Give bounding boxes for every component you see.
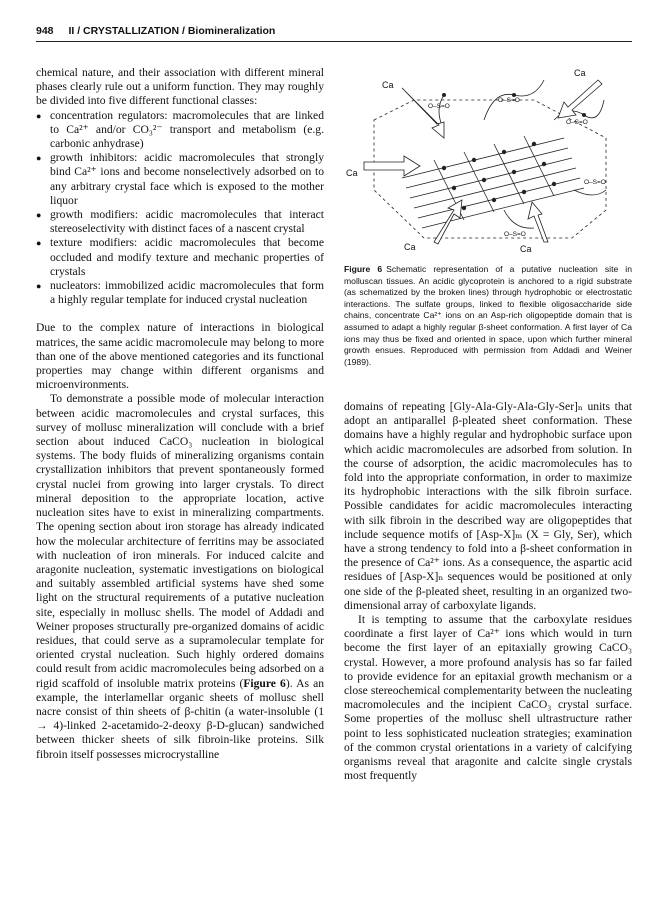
- body-paragraph: Due to the complex nature of interactions in biological matrices, the same acidic macromolecule may belong to more than one of the above mentioned categories and its functional properties may change within different organisms and microenvironments.: [36, 321, 324, 392]
- arrow-icon: [364, 156, 420, 176]
- running-header: [36, 25, 632, 42]
- arrow-icon: [528, 202, 548, 242]
- page-number: 948: [36, 25, 54, 37]
- paragraph-text: ). As an example, the interlamellar organic sheets of mollusc shell nacre consist of thin sheets of β-chitin (a water-insoluble (1 → 4)-linked 2-acetamido-2-deoxy β-D-glucan) sandwiched between thicker sheets of silk fibroin-like proteins. Silk fibroin itself possesses microcrystalline: [36, 676, 325, 761]
- ca-label: Ca: [404, 242, 416, 252]
- list-item: ● growth inhibitors: acidic macromolecules that strongly bind Ca²⁺ ions and become nonselectively adsorbed on to any arbitrary crystal face which is exposed to the mother liquor: [36, 151, 324, 208]
- sulfate-group: O–S=O: [428, 103, 450, 110]
- arrow-icon: [558, 80, 602, 118]
- body-paragraph: [36, 392, 324, 761]
- left-column: [36, 66, 324, 762]
- figure-reference-link[interactable]: Figure 6: [243, 676, 286, 690]
- beta-strand: [406, 148, 568, 188]
- sulfate-group: O–S=O: [566, 119, 588, 126]
- side-chain: [574, 190, 606, 195]
- list-item: ● concentration regulators: macromolecules that are linked to Ca²⁺ and/or CO₃²⁻ transport and metabolism (e.g. carbonic anhydrase): [36, 109, 324, 152]
- list-item: ● texture modifiers: acidic macromolecules that become occluded and modify texture and mechanic properties of crystals: [36, 236, 324, 279]
- paragraph-text: To demonstrate a possible mode of molecular interaction between acidic macromolecules and crystal surfaces, this survey of mollusc mineralization will conclude with a brief section about induced CaCO₃ nucleation in biological systems. The body fluids of mineralizing organisms contain crystallization inhibitors that prevent spontaneously formed crystal nuclei from growing into larger crystals. To direct mineral deposition to the appropriate location, active nucleation sites have to exist in mineralizing compartments. The opening section about iron storage has already indicated how the molecular architecture of ferritins may be associated with nucleation of iron minerals. For induced calcite and aragonite nucleation, systematic investigations on biological and suitably assembled artificial systems have shed some light on the structural requirements of a putative nucleation site, especially in mollusc shells. The model of Addadi and Weiner proposes structurally pre-organized domains of acidic residues, that could serve as a supramolecular template for oriented crystal nucleation. Such highly ordered domains could result from acidic macromolecules being adsorbed on a rigid scaffold of insoluble matrix proteins (: [36, 392, 324, 690]
- figure-caption: [344, 264, 632, 368]
- nucleation-site-schematic: [344, 60, 632, 258]
- beta-strand: [410, 158, 572, 198]
- caption-label: Figure 6: [344, 264, 383, 274]
- body-paragraph: domains of repeating [Gly-Ala-Gly-Ala-Gly-Ser]ₙ units that adopt an antiparallel β-pleated sheet conformation. These domains have a highly regular and hydrophobic surface upon which acidic macromolecules are adsorbed from solution. In the course of adsorption, the acidic macromolecules has to fold into the appropriate conformation, in order to maximize its hydrophobic interactions with the silk fibroin surface. Possible candidates for acidic macromolecules interacting with silk fibroin in the described way are oligopeptides that include sequence motifs of [Asp-X]ₘ (X = Gly, Ser), which have a strong tendency to fold into a β-sheet conformation in the presence of Ca²⁺ ions. As a consequence, the aspartic acid residues of [Asp-X]ₙ sequences would be positioned at only one side of the β-pleated sheet, resulting in an organized two-dimensional array of carboxylate ligands.: [344, 400, 632, 612]
- ca-label: Ca: [574, 68, 586, 78]
- list-item: ● nucleators: immobilized acidic macromolecules that form a highly regular template for induced crystal nucleation: [36, 279, 324, 307]
- running-title: II / CRYSTALLIZATION / Biomineralization: [68, 25, 276, 37]
- sulfate-group: O–S=O: [584, 179, 606, 186]
- list-item: ● growth modifiers: acidic macromolecules that interact stereoselectivity with distinct faces of a nascent crystal: [36, 208, 324, 236]
- sulfate-group: O–S=O: [504, 231, 526, 238]
- figure-6-diagram: [344, 60, 632, 258]
- caption-text: Schematic representation of a putative nucleation site in molluscan tissues. An acidic glycoprotein is anchored to a rigid substrate (as schematized by the broken lines) through hydrophobic or electrostatic interactions. The sulfate groups, linked to flexible oligosaccharide side chains, concentrate Ca²⁺ ions on an Asp-rich oligopeptide domain that is assumed to adapt a highly regular β-sheet conformation. A first layer of Ca ions may thus be fixed and oriented in space, upon which further mineral growth ensues. Reproduced with permission from Addadi and Weiner (1989).: [344, 264, 632, 367]
- ca-label: Ca: [346, 168, 358, 178]
- intro-paragraph: chemical nature, and their association with different mineral phases clearly rule out a uniform function. They may roughly be divided into five different functional classes:: [36, 66, 324, 108]
- functional-classes-list: [36, 109, 324, 308]
- arrow-icon: [434, 200, 462, 244]
- arrow-icon: [402, 88, 444, 138]
- ca-label: Ca: [382, 80, 394, 90]
- beta-strand: [414, 168, 576, 208]
- sulfate-group: O–S=O: [498, 97, 520, 104]
- ca-label: Ca: [520, 244, 532, 254]
- body-paragraph: It is tempting to assume that the carboxylate residues coordinate a first layer of Ca²⁺ ions which would in turn become the first layer of an epitaxially growing CaCO₃ crystal. However, a more profound analysis has so far failed to provide evidence for an epitaxial growth mechanism or a close stereochemical complementarity between the nucleating macromolecules and the incipient CaCO₃ crystal surface. Some properties of the mollusc shell ultrastructure rather point to less sophisticated nucleation strategies; examination of the common crystal orientations in a variety of calcifying organisms reveal that aragonite and calcite single crystals most frequently: [344, 613, 632, 783]
- beta-strand: [402, 138, 564, 178]
- right-column: [344, 400, 632, 783]
